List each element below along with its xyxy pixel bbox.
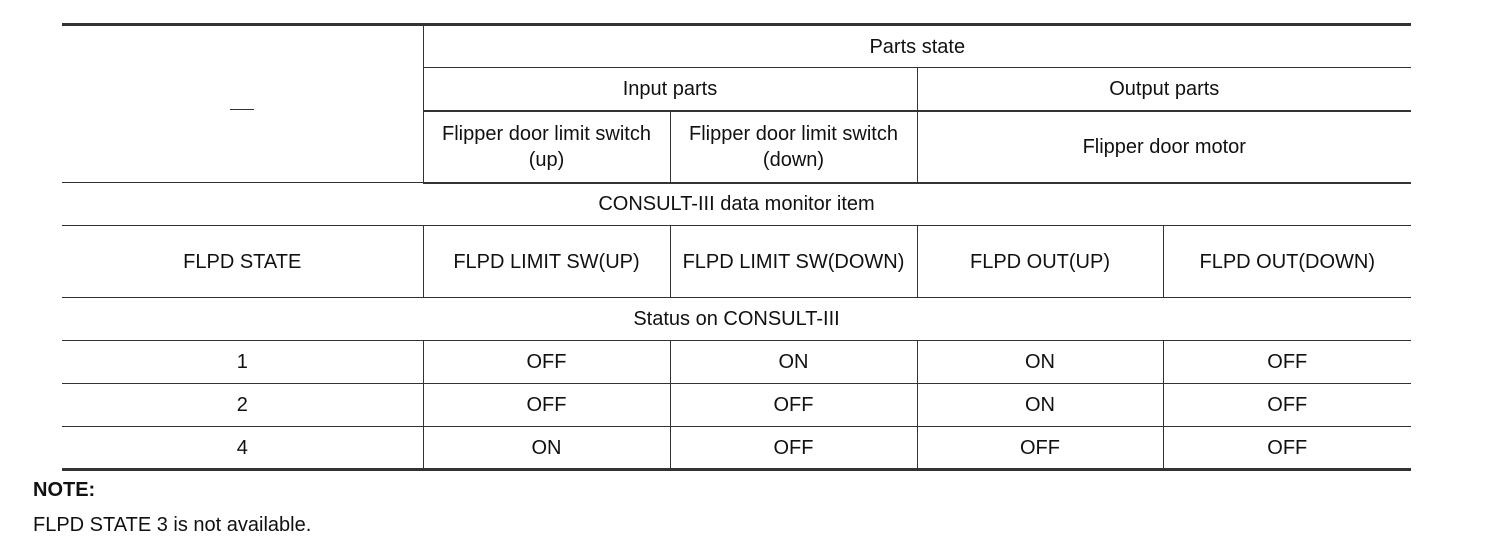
status-cell: OFF bbox=[1163, 341, 1411, 384]
status-cell: OFF bbox=[1163, 427, 1411, 470]
parts-state-header: Parts state bbox=[423, 25, 1411, 68]
status-cell: ON bbox=[917, 384, 1163, 427]
note-label: NOTE: bbox=[33, 479, 96, 501]
flpd-state-table bbox=[62, 23, 1411, 471]
state-cell: 4 bbox=[62, 427, 423, 470]
monitor-item: FLPD OUT(DOWN) bbox=[1163, 226, 1411, 298]
status-cell: OFF bbox=[423, 341, 670, 384]
status-cell: OFF bbox=[917, 427, 1163, 470]
status-cell: OFF bbox=[1163, 384, 1411, 427]
monitor-item: FLPD STATE bbox=[62, 226, 423, 298]
switch-down-header: Flipper door limit switch (down) bbox=[670, 111, 917, 183]
input-parts-header: Input parts bbox=[423, 68, 917, 111]
table-row bbox=[62, 341, 1411, 384]
note-text: FLPD STATE 3 is not available. bbox=[33, 514, 312, 536]
state-cell: 2 bbox=[62, 384, 423, 427]
table-row bbox=[62, 427, 1411, 470]
output-parts-header: Output parts bbox=[917, 68, 1411, 111]
status-cell: ON bbox=[670, 341, 917, 384]
status-cell: OFF bbox=[670, 427, 917, 470]
monitor-item: FLPD LIMIT SW(UP) bbox=[423, 226, 670, 298]
dash-placeholder bbox=[230, 109, 254, 110]
state-cell: 1 bbox=[62, 341, 423, 384]
status-cell: OFF bbox=[423, 384, 670, 427]
monitor-item-heading: CONSULT-III data monitor item bbox=[62, 183, 1411, 226]
status-heading: Status on CONSULT-III bbox=[62, 298, 1411, 341]
switch-up-header: Flipper door limit switch (up) bbox=[423, 111, 670, 183]
table-row bbox=[62, 384, 1411, 427]
corner-cell bbox=[62, 25, 423, 183]
status-cell: OFF bbox=[670, 384, 917, 427]
status-cell: ON bbox=[423, 427, 670, 470]
status-cell: ON bbox=[917, 341, 1163, 384]
monitor-item: FLPD OUT(UP) bbox=[917, 226, 1163, 298]
motor-header: Flipper door motor bbox=[917, 111, 1411, 183]
monitor-item: FLPD LIMIT SW(DOWN) bbox=[670, 226, 917, 298]
